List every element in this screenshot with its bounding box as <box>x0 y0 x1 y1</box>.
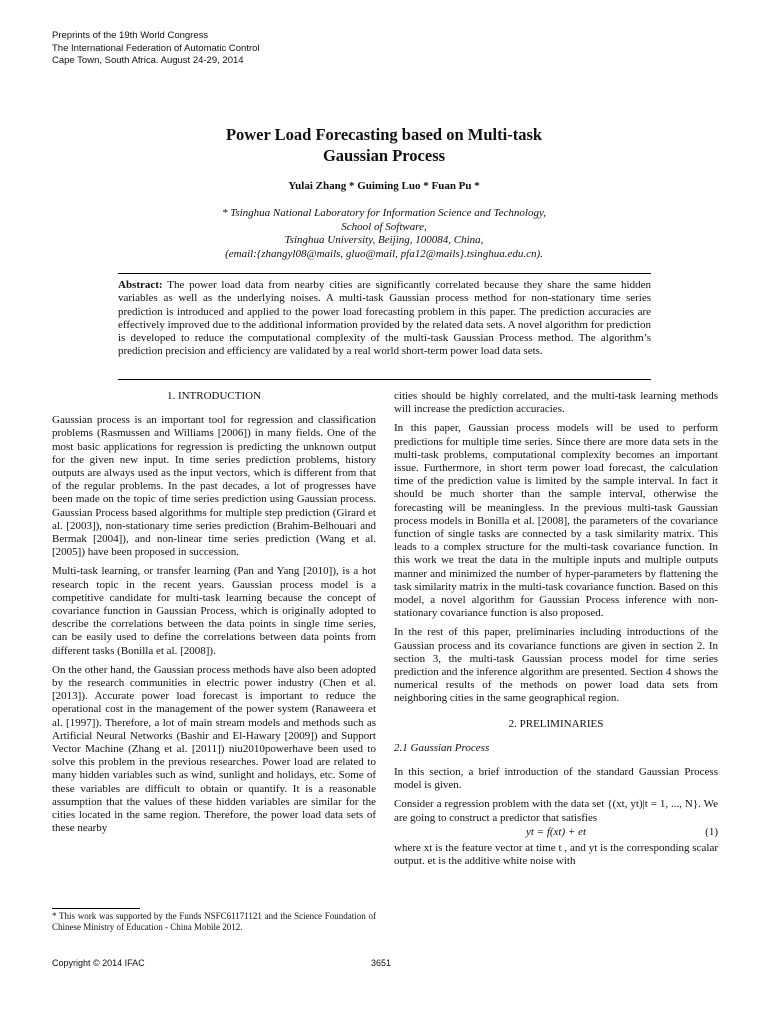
equation-number: (1) <box>705 825 718 838</box>
abstract-text: The power load data from nearby cities are significantly correlated because they share the same hidden variables as well as the underlying noises. A multi-task Gaussian process method for non-stationary time series prediction is introduced and applied to the power load forecasting problem in this paper. The prediction accuracies are effectively improved due to the additional information provided by the related data sets. A novel algorithm for prediction is developed to reduce the computational complexity of the multi-task Gaussian Process method. The algorithm’s prediction precision and efficiency are validated by a real world short-term power load data sets. <box>118 279 651 358</box>
conference-header <box>52 30 260 68</box>
page-number: 3651 <box>371 958 392 968</box>
paragraph: where xt is the feature vector at time t , and yt is the corresponding scalar output. et is the additive white noise with <box>394 842 718 868</box>
abstract-top-rule <box>118 273 651 274</box>
affiliation-line-2: School of Software, <box>341 220 427 233</box>
paragraph: Gaussian process is an important tool for regression and classification problems (Rasmussen and Williams [2006]) in many fields. One of the most basic applications for regression is predicting the unknown output for the given new input. In time series prediction problems, history outputs are always used as the input vectors, which is different from that of the regular problems. In the past decades, a lot of progresses have been made on the topic of time series prediction using Gaussian process. Gaussian Process based algorithms for multiple step prediction (Girard et al. [2003]), non-stationary time series prediction (Brahim-Belhouari and Bermak [2004]), and non-linear time series prediction (Wang et al. [2005]) have been proposed in succession. <box>52 414 376 559</box>
copyright-notice: Copyright © 2014 IFAC <box>52 958 145 968</box>
paper-title <box>0 124 768 166</box>
footnote-rule <box>52 908 140 909</box>
title-line-1: Power Load Forecasting based on Multi-task <box>225 125 543 144</box>
section-heading-preliminaries: 2. PRELIMINARIES <box>508 717 604 730</box>
footnote: * This work was supported by the Funds NSFC61171121 and the Science Foundation of Chinese Ministry of Education - China Mobile 2012. <box>52 911 376 933</box>
abstract-label: Abstract: <box>118 279 163 291</box>
title-line-2: Gaussian Process <box>322 146 446 165</box>
affiliation-line-4: (email:{zhangyl08@mails, gluo@mail, pfa12@mails}.tsinghua.edu.cn). <box>225 247 543 260</box>
affiliation-line-3: Tsinghua University, Beijing, 100084, China, <box>284 234 484 246</box>
abstract <box>118 279 651 359</box>
right-column <box>394 390 718 875</box>
paragraph: In this paper, Gaussian process models will be used to perform predictions for multiple time series. Since there are more data sets in the multi-task problems, computational complexity becomes an important issue. Furthermore, in short term power load forecast, the calculation time of the prediction value is limited by the sample interval. In fact it should be much shorter than the sample interval, otherwise the forecasting will be meaningless. In the previous multi-task Gaussian process models in Bonilla et al. [2008], the parameters of the covariance function of single tasks are connected by a task similarity matrix. This leads to a complex structure for the multi-task covariance function. In this work we treat the data in the multiple inputs and multiple outputs manner and minimized the number of hyper-parameters by flattening the task similarity matrix in the multi-task covariance function. Based on this model, a novel algorithm for Gaussian Process inference with non-stationary covariance function is also proposed. <box>394 422 718 620</box>
equation-1 <box>394 826 718 839</box>
equation-text: yt = f(xt) + et <box>525 825 587 838</box>
header-line-1: Preprints of the 19th World Congress <box>52 30 209 41</box>
paragraph: cities should be highly correlated, and the multi-task learning methods will increase the prediction accuracies. <box>394 390 718 416</box>
affiliation <box>0 207 768 261</box>
paragraph: In the rest of this paper, preliminaries including introductions of the Gaussian process and its covariance functions are given in section 2. In section 3, the multi-task Gaussian process model for time series prediction and the inference algorithm are presented. Section 4 shows the numerical results of the methods on power load data sets from neighboring cities in the same geographical region. <box>394 626 718 705</box>
paragraph: In this section, a brief introduction of the standard Gaussian Process model is given. <box>394 766 718 792</box>
paragraph: On the other hand, the Gaussian process methods have also been adopted by the research communities in electric power industry (Chen et al. [2013]). Accurate power load forecast is important to reduce the operational cost in the management of the power system (Ranaweera et al. [1997]). Therefore, a lot of main stream models and methods such as Artificial Neural Networks (Bashir and El-Hawary [2009]) and Support Vector Machine (Zhang et al. [2011]) niu2010powerhave been used to solve this problem in the previous researches. Power load are related to many hidden variables such as wind, sunlight and holidays, etc. Some of these variables are difficult to obtain or quantify. It is a reasonable assumption that the values of these hidden variables are similar for the cities located in the same region. Therefore, the power load data sets of these nearby <box>52 663 376 835</box>
paragraph: Multi-task learning, or transfer learning (Pan and Yang [2010]), is a hot research topic in the recent years. Gaussian process model is a competitive candidate for multi-task learning because the concept of covariance function in Gaussian Process, which is originally adopted to describe the correlations between the data points in single time series, can be easily used to define the correlations between data points from different tasks (Bonilla et al. [2008]). <box>52 565 376 657</box>
header-line-3: Cape Town, South Africa. August 24-29, 2014 <box>52 55 244 66</box>
left-column <box>52 390 376 842</box>
subsection-heading-gaussian-process: 2.1 Gaussian Process <box>394 741 490 754</box>
abstract-bottom-rule <box>118 379 651 380</box>
paragraph: Consider a regression problem with the data set {(xt, yt)|t = 1, ..., N}. We are going to construct a predictor that satisfies <box>394 798 718 824</box>
affiliation-line-1: * Tsinghua National Laboratory for Information Science and Technology, <box>221 207 546 219</box>
author-list: Yulai Zhang * Guiming Luo * Fuan Pu * <box>288 180 480 192</box>
section-heading-introduction: 1. INTRODUCTION <box>166 390 262 402</box>
header-line-2: The International Federation of Automatic Control <box>52 42 260 54</box>
